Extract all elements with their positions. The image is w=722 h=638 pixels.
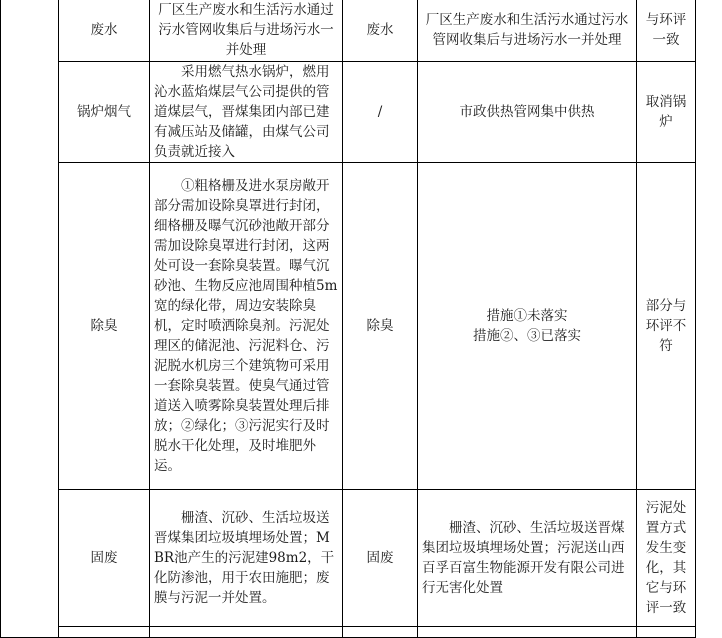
consistency-cell: 与环评一致 xyxy=(637,0,696,62)
empty-cell xyxy=(637,627,696,638)
actual-category-cell: / xyxy=(343,62,418,163)
actual-category-cell: 固废 xyxy=(343,490,418,627)
table-row xyxy=(1,490,696,627)
empty-cell xyxy=(418,627,637,638)
actual-status-cell: 市政供热管网集中供热 xyxy=(418,62,637,163)
table-row xyxy=(1,0,696,62)
empty-cell xyxy=(150,627,343,638)
empty-cell xyxy=(343,627,418,638)
table-row xyxy=(1,163,696,490)
eia-requirement-cell: 采用燃气热水锅炉，燃用沁水蓝焰煤层气公司提供的管道煤层气，晋煤集团内部已建有减压站及储罐，由煤气公司负责就近接入 xyxy=(150,62,343,163)
eia-requirement-cell: 栅渣、沉砂、生活垃圾送晋煤集团垃圾填埋场处置；MBR池产生的污泥建98m2，干化防渗池，用于农田施肥；废膜与污泥一并处置。 xyxy=(150,490,343,627)
consistency-cell: 取消锅炉 xyxy=(637,62,696,163)
actual-status-cell: 厂区生产废水和生活污水通过污水管网收集后与进场污水一并处理 xyxy=(418,0,637,62)
category-cell: 固废 xyxy=(59,490,150,627)
table-row xyxy=(1,62,696,163)
consistency-cell: 部分与环评不符 xyxy=(637,163,696,490)
empty-cell xyxy=(59,627,150,638)
category-cell: 锅炉烟气 xyxy=(59,62,150,163)
actual-status-cell xyxy=(418,163,637,490)
category-cell: 除臭 xyxy=(59,163,150,490)
actual-status-line: 措施①未落实 xyxy=(486,308,568,324)
consistency-cell: 污泥处置方式发生变化，其它与环评一致 xyxy=(637,490,696,627)
category-cell: 废水 xyxy=(59,0,150,62)
actual-category-cell: 废水 xyxy=(343,0,418,62)
eia-requirement-cell: ①粗格栅及进水泵房敞开部分需加设除臭罩进行封闭，细格栅及曝气沉砂池敞开部分需加设除臭罩进行封闭，这两处可设一套除臭装置。曝气沉砂池、生物反应池周围种植5m宽的绿化带，周边安装除臭机，定时喷洒除臭剂。污泥处理区的储泥池、污泥料仓、污泥脱水机房三个建筑物可采用一套除臭装置。使臭气通过管道送入喷雾除臭装置处理后排放；②绿化；③污泥实行及时脱水干化处理，及时堆肥外运。 xyxy=(150,163,343,490)
actual-status-cell: 栅渣、沉砂、生活垃圾送晋煤集团垃圾填埋场处置；污泥送山西百孚百富生物能源开发有限公司进行无害化处置 xyxy=(418,490,637,627)
table-row xyxy=(1,627,696,638)
group-cell xyxy=(1,0,59,638)
actual-status-line: 措施②、③已落实 xyxy=(473,328,581,344)
actual-category-cell: 除臭 xyxy=(343,163,418,490)
eia-requirement-cell: 厂区生产废水和生活污水通过污水管网收集后与进场污水一并处理 xyxy=(150,0,343,62)
